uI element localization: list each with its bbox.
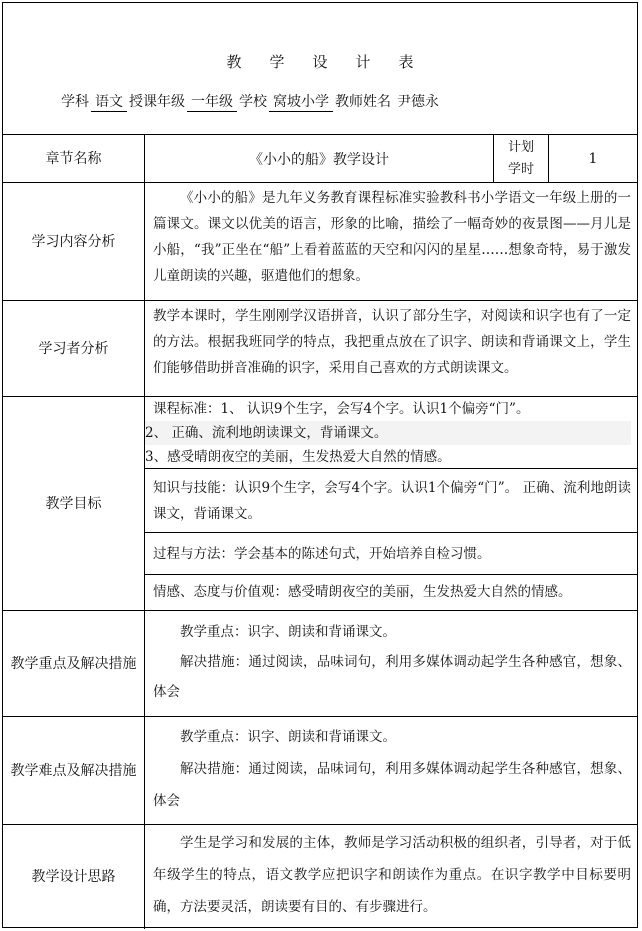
process-method-block: 过程与方法：学会基本的陈述句式，开始培养自检习惯。 (145, 533, 637, 575)
objectives-content (145, 397, 637, 610)
design-ideas-text: 学生是学习和发展的主体，教师是学习活动积极的组织者，引导者，对于低年级学生的特点，语文教学应把识字和朗读作为重点。在识字教学中目标要明确，方法要灵活，朗读要有目的、有步骤进行。 (153, 835, 631, 915)
chapter-row (3, 135, 637, 183)
objectives-label: 教学目标 (3, 397, 145, 610)
difficulties-focus: 教学重点：识字、朗读和背诵课文。 (180, 729, 396, 745)
grade-label: 授课年级 (129, 94, 185, 110)
key-points-focus: 教学重点：识字、朗读和背诵课文。 (180, 624, 396, 640)
difficulties-measures: 解决措施：通过阅读，品味词句，利用多媒体调动起学生各种感官，想象、体会 (153, 761, 631, 809)
difficulties-row (3, 717, 637, 825)
learner-analysis-label: 学习者分析 (3, 301, 145, 396)
teacher-value: 尹德永 (397, 94, 439, 110)
curriculum-standard-line-1: 课程标准：1、 认识9个生字，会写4个字。认识1个偏旁“门”。 (153, 401, 530, 417)
chapter-label: 章节名称 (3, 135, 145, 182)
design-ideas-label: 教学设计思路 (3, 825, 145, 929)
difficulties-label: 教学难点及解决措施 (3, 717, 145, 824)
content-analysis-label: 学习内容分析 (3, 183, 145, 300)
form-header (3, 3, 637, 135)
content-analysis-text: 《小小的船》是九年义务教育课程标准实验教科书小学语文一年级上册的一篇课文。课文以优美的语言，形象的比喻，描绘了一幅奇妙的夜景图——月儿是小船，“我”正坐在“船”上看着蓝蓝的天空和闪闪的星星……想象奇特，易于激发儿童朗读的兴趣，驱遣他们的想象。 (153, 190, 631, 284)
objectives-row (3, 397, 637, 611)
key-points-row (3, 611, 637, 717)
subject-label: 学科 (61, 94, 89, 110)
learner-analysis-text: 教学本课时，学生刚刚学汉语拼音，认识了部分生字，对阅读和识字也有了一定的方法。根据我班同学的特点，我把重点放在了识字、朗读和背诵课文上，学生们能够借助拼音准确的识字，采用自己喜欢的方式朗读课文。 (153, 308, 631, 376)
design-ideas-row (3, 825, 637, 929)
difficulties-content (145, 717, 637, 824)
grade-value: 一年级 (187, 91, 237, 112)
key-points-content (145, 611, 637, 716)
curriculum-standard-block (145, 397, 637, 469)
teacher-label: 教师姓名 (335, 94, 391, 110)
subject-value: 语文 (91, 91, 127, 112)
planned-hours-label-line1: 计划 (507, 140, 534, 155)
curriculum-standard-line-2: 2、 正确、流利地朗读课文，背诵课文。 (145, 421, 631, 445)
planned-hours-label (493, 135, 549, 182)
curriculum-standard-line-3: 3、感受晴朗夜空的美丽，生发热爱大自然的情感。 (145, 449, 451, 465)
learner-analysis-row (3, 301, 637, 397)
form-meta-line (61, 91, 439, 112)
school-value: 窝坡小学 (269, 91, 333, 112)
form-title: 教学设计表 (226, 53, 442, 71)
school-label: 学校 (239, 94, 267, 110)
content-analysis-row (3, 183, 637, 301)
chapter-value: 《小小的船》教学设计 (249, 151, 389, 168)
planned-hours-label-line2: 学时 (507, 162, 534, 177)
planned-hours-value: 1 (588, 150, 598, 167)
key-points-label: 教学重点及解决措施 (3, 611, 145, 716)
knowledge-skills-block: 知识与技能：认识9个生字，会写4个字。认识1个偏旁“门”。 正确、流利地朗读课文，背诵课文。 (145, 469, 637, 533)
emotion-attitude-block: 情感、态度与价值观：感受晴朗夜空的美丽，生发热爱大自然的情感。 (153, 584, 572, 600)
lesson-plan-sheet (2, 2, 638, 928)
key-points-measures: 解决措施：通过阅读，品味词句，利用多媒体调动起学生各种感官，想象、体会 (153, 654, 631, 700)
